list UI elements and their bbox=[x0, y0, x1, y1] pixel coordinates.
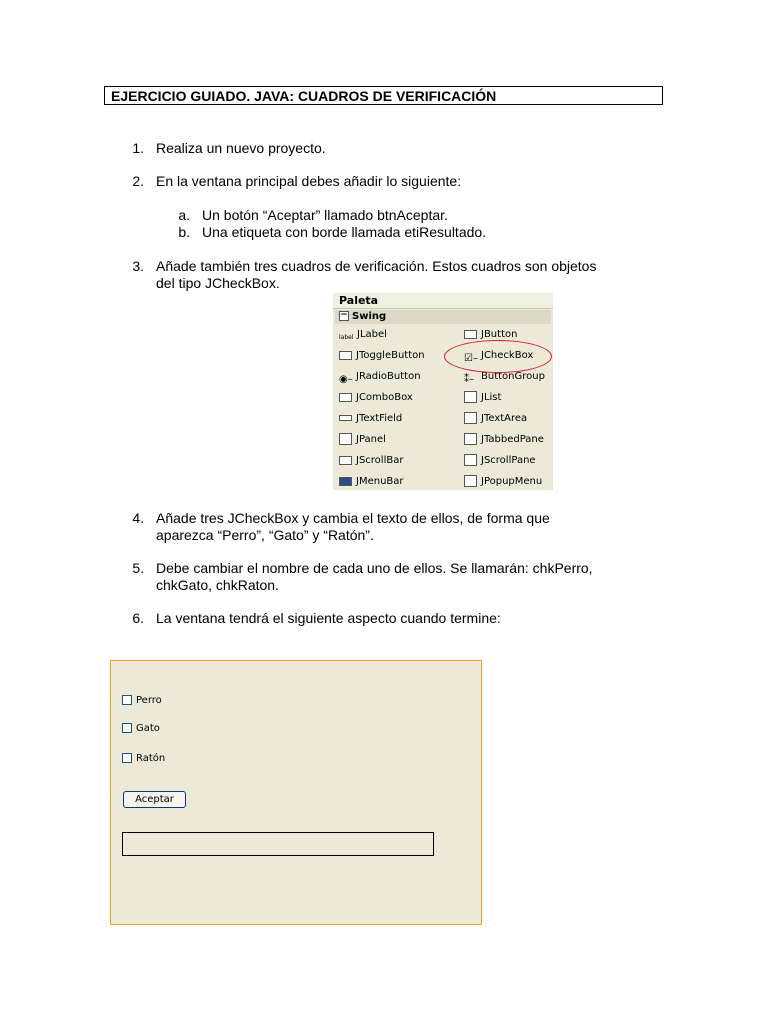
buttongroup-icon: ⁑– bbox=[464, 373, 474, 385]
palette-item-jpopupmenu[interactable]: JPopupMenu bbox=[464, 474, 542, 490]
checkbox-gato[interactable]: Gato bbox=[122, 722, 160, 736]
checkbox-perro[interactable]: Perro bbox=[122, 694, 162, 708]
checkbox-box[interactable] bbox=[122, 723, 132, 733]
textarea-icon bbox=[464, 412, 477, 424]
palette-item-jlabel[interactable]: label JLabel bbox=[339, 329, 387, 341]
button-icon bbox=[464, 330, 477, 339]
checkbox-raton[interactable]: Ratón bbox=[122, 752, 165, 766]
palette-item-jradiobutton[interactable]: ◉– JRadioButton bbox=[339, 371, 421, 385]
palette-item-jscrollbar[interactable]: JScrollBar bbox=[339, 453, 403, 469]
palette-item-jcheckbox[interactable]: ☑– JCheckBox bbox=[464, 350, 534, 364]
label-icon: label bbox=[339, 333, 354, 341]
palette-section-swing[interactable]: − Swing bbox=[335, 310, 551, 324]
popupmenu-icon bbox=[464, 475, 477, 487]
panel-icon bbox=[339, 433, 352, 445]
result-label bbox=[122, 832, 434, 856]
radio-icon: ◉– bbox=[339, 373, 353, 385]
palette-item-jbutton[interactable]: JButton bbox=[464, 327, 517, 343]
palette-item-jcombobox[interactable]: JComboBox bbox=[339, 390, 413, 406]
checkbox-icon: ☑– bbox=[464, 352, 478, 364]
palette-item-buttongroup[interactable]: ⁑– ButtonGroup bbox=[464, 371, 545, 385]
palette-item-jscrollpane[interactable]: JScrollPane bbox=[464, 453, 536, 469]
window-preview bbox=[110, 660, 482, 925]
palette-item-jlist[interactable]: JList bbox=[464, 390, 501, 406]
palette-header: Paleta bbox=[333, 293, 553, 309]
checkbox-box[interactable] bbox=[122, 753, 132, 763]
highlight-circle bbox=[444, 340, 552, 373]
palette-panel bbox=[333, 293, 553, 490]
combo-icon bbox=[339, 393, 352, 402]
scrollpane-icon bbox=[464, 454, 477, 466]
collapse-icon[interactable]: − bbox=[340, 310, 348, 320]
palette-item-jpanel[interactable]: JPanel bbox=[339, 432, 386, 448]
scrollbar-icon bbox=[339, 456, 352, 465]
aceptar-button[interactable]: Aceptar bbox=[123, 791, 186, 808]
palette-item-jtabbedpane[interactable]: JTabbedPane bbox=[464, 432, 544, 448]
tabbedpane-icon bbox=[464, 433, 477, 445]
menubar-icon bbox=[339, 477, 352, 486]
checkbox-box[interactable] bbox=[122, 695, 132, 705]
textfield-icon bbox=[339, 415, 352, 421]
palette-item-jtogglebutton[interactable]: JToggleButton bbox=[339, 348, 425, 364]
palette-item-jtextarea[interactable]: JTextArea bbox=[464, 411, 527, 427]
palette-item-jtextfield[interactable]: JTextField bbox=[339, 411, 402, 427]
document-title: EJERCICIO GUIADO. JAVA: CUADROS DE VERIFICACIÓN bbox=[104, 86, 663, 105]
toggle-icon bbox=[339, 351, 352, 360]
palette-item-jmenubar[interactable]: JMenuBar bbox=[339, 474, 404, 490]
list-icon bbox=[464, 391, 477, 403]
